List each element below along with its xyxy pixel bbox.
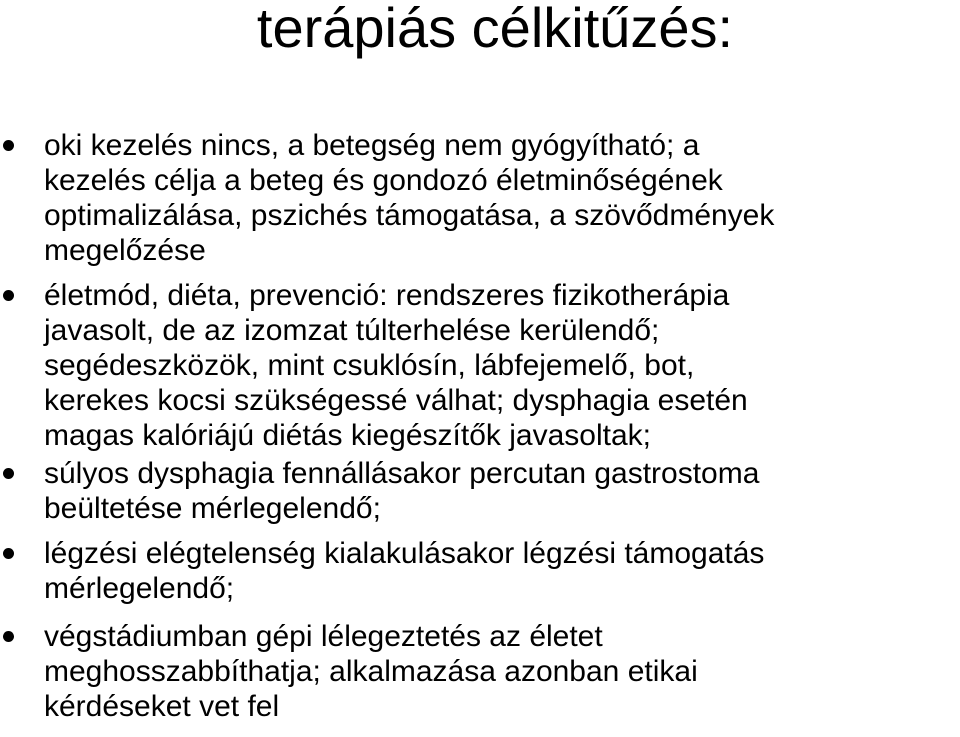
bullet-text-line: optimalizálása, pszichés támogatása, a szövődmények [44,199,775,232]
bullet-text-line: életmód, diéta, prevenció: rendszeres fizikotherápia [44,279,730,312]
bullet-text-line: végstádiumban gépi lélegeztetés az életet [44,620,603,653]
bullet-icon [3,290,14,301]
bullet-text-line: kerekes kocsi szükségessé válhat; dysphagia esetén [44,384,748,417]
bullet-icon [3,140,14,151]
bullet-text-line: súlyos dysphagia fennállásakor percutan gastrostoma [44,457,760,490]
bullet-text-line: segédeszközök, mint csuklósín, lábfejemelő, bot, [44,349,695,382]
bullet-text-line: megelőzése [44,234,206,267]
bullet-item-1 [0,128,960,268]
bullet-icon [3,548,14,559]
bullet-text-line: beültetése mérlegelendő; [44,492,381,525]
bullet-text-line: magas kalóriájú diétás kiegészítők javasoltak; [44,419,651,452]
slide-title: terápiás célkitűzés: [256,0,734,59]
bullet-list [0,128,960,724]
bullet-text-line: mérlegelendő; [44,572,235,605]
bullet-item-2 [0,278,960,453]
bullet-text-line: légzési elégtelenség kialakulásakor légzési támogatás [44,537,765,570]
bullet-text-line: kezelés célja a beteg és gondozó életminőségének [44,164,723,197]
bullet-icon [3,631,14,642]
bullet-text-line: oki kezelés nincs, a betegség nem gyógyítható; a [44,129,700,162]
bullet-item-4 [0,536,960,606]
bullet-item-5 [0,619,960,724]
bullet-item-3 [0,456,960,526]
bullet-text-line: meghosszabbíthatja; alkalmazása azonban etikai [44,655,698,688]
bullet-text-line: kérdéseket vet fel [44,690,280,723]
bullet-icon [3,468,14,479]
bullet-text-line: javasolt, de az izomzat túlterhelése kerülendő; [44,314,660,347]
